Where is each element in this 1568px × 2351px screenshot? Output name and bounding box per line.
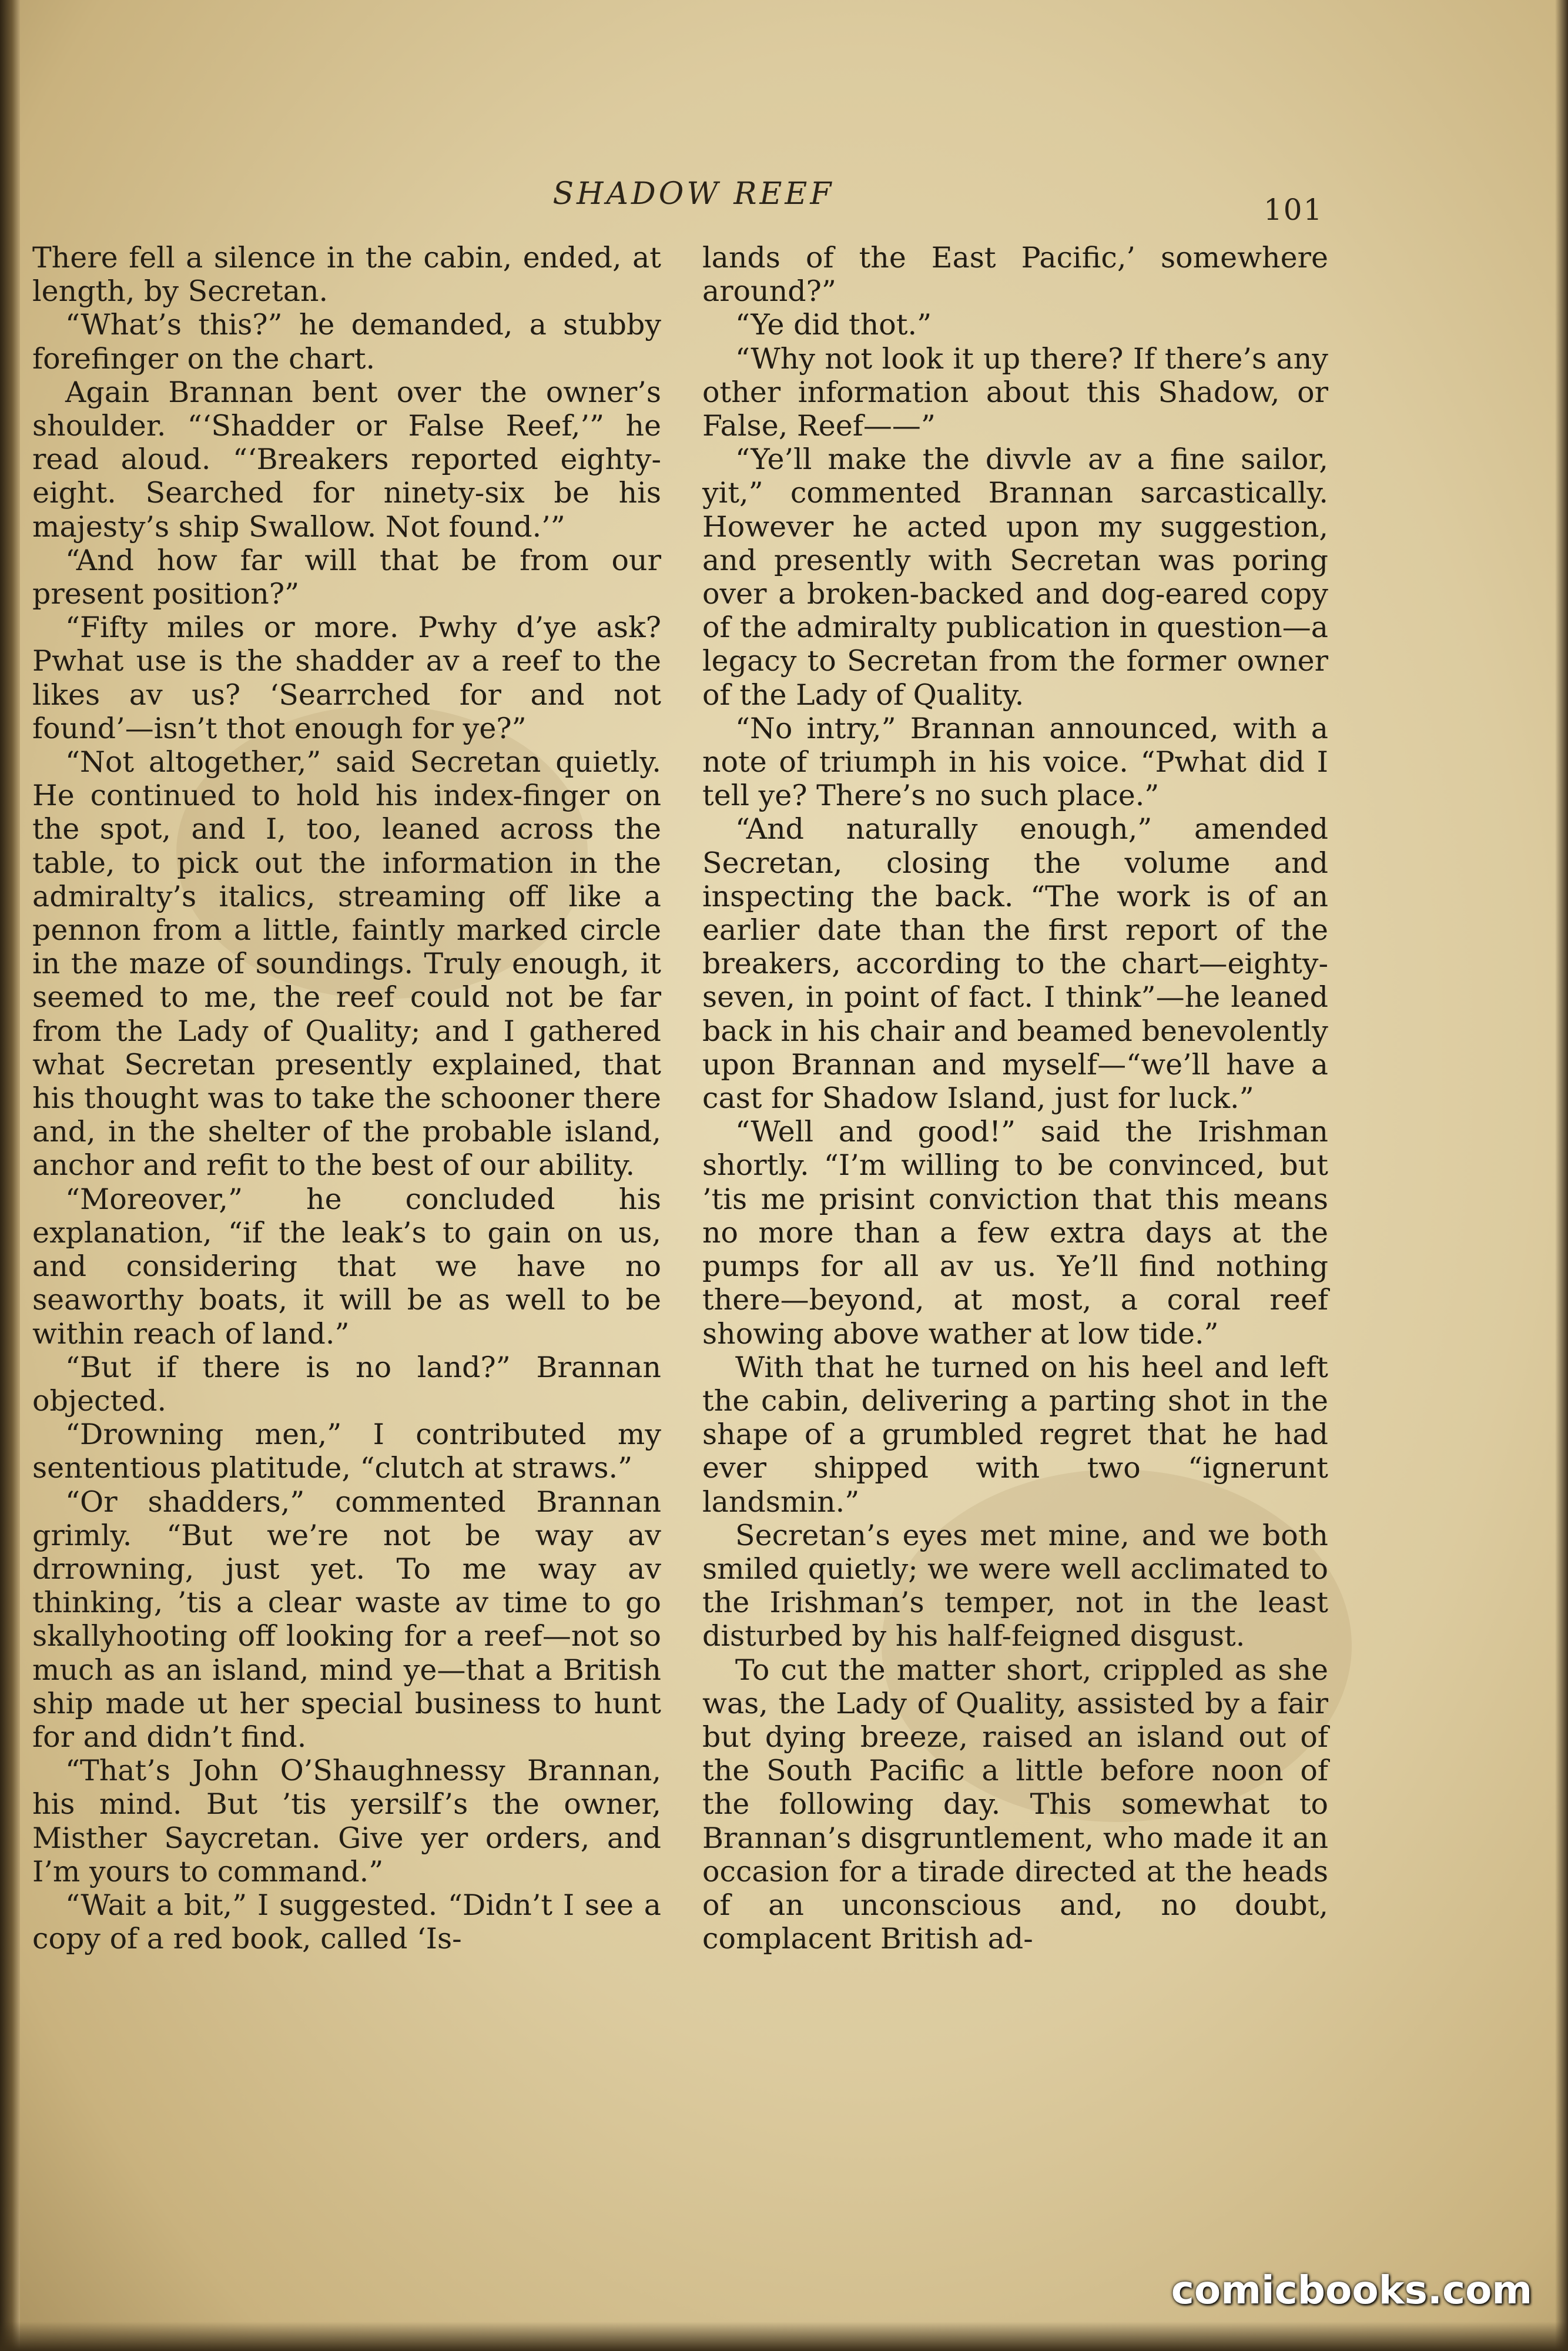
- binding-gutter: [0, 0, 20, 2351]
- paragraph: Secretan’s eyes met mine, and we both smiled quietly; we were well acclimated to the Irishman’s temper, not in the least disturbed by his half-feigned disgust.: [702, 1518, 1328, 1653]
- paragraph: “Why not look it up there? If there’s any other information about this Shadow, or False, Reef——”: [702, 341, 1328, 443]
- paragraph: “Moreover,” he concluded his explanation, “if the leak’s to gain on us, and considering that we have no seaworthy boats, it will be as well to be within reach of land.”: [32, 1182, 661, 1351]
- paragraph: “What’s this?” he demanded, a stubby forefinger on the chart.: [32, 308, 661, 376]
- paragraph: Again Brannan bent over the owner’s shoulder. “‘Shadder or False Reef,’” he read aloud. “‘Breakers reported eighty-eight. Searched for ninety-six be his majesty’s ship Swallow. Not found.’”: [32, 375, 661, 544]
- paragraph: “Not altogether,” said Secretan quietly. He continued to hold his index-finger on the spot, and I, too, leaned across the table, to pick out the information in the admiralty’s italics, streaming off like a pennon from a little, faintly marked circle in the maze of soundings. Truly enough, it seemed to me, the reef could not be far from the Lady of Quality; and I gathered what Secretan presently explained, that his thought was to take the schooner there and, in the shelter of the probable island, anchor and refit to the best of our ability.: [32, 745, 661, 1183]
- running-title: SHADOW REEF: [552, 176, 835, 212]
- paragraph: “But if there is no land?” Brannan objected.: [32, 1350, 661, 1418]
- watermark-text: comicbooks.com: [1171, 2268, 1533, 2313]
- paragraph: With that he turned on his heel and left the cabin, delivering a parting shot in the shape of a grumbled regret that he had ever shipped with two “ignerunt landsmin.”: [702, 1350, 1328, 1519]
- paragraph: “And how far will that be from our present position?”: [32, 543, 661, 611]
- paragraph: lands of the East Pacific,’ somewhere around?”: [702, 241, 1328, 309]
- paragraph: “Drowning men,” I contributed my sententious platitude, “clutch at straws.”: [32, 1418, 661, 1485]
- paragraph: “Well and good!” said the Irishman shortly. “I’m willing to be convinced, but ’tis me prisint conviction that this means no more than a few extra days at the pumps for all av us. Ye’ll find nothing there—beyond, at most, a coral reef showing above wather at low tide.”: [702, 1115, 1328, 1351]
- page-bottom-shadow: [0, 2322, 1568, 2351]
- page-edge-shadow: [1555, 0, 1568, 2351]
- paragraph: There fell a silence in the cabin, ended, at length, by Secretan.: [32, 241, 661, 309]
- paragraph: “Or shadders,” commented Brannan grimly. “But we’re not be way av drrowning, just yet. To me way av thinking, ’tis a clear waste av time to go skallyhooting off looking for a reef—not so much as an island, mind ye—that a British ship made ut her special business to hunt for and didn’t find.: [32, 1485, 661, 1754]
- paragraph: “Wait a bit,” I suggested. “Didn’t I see a copy of a red book, called ‘Is-: [32, 1888, 661, 1956]
- page-number: 101: [1264, 193, 1324, 227]
- left-column: [32, 241, 661, 2122]
- right-column: [702, 241, 1328, 2122]
- paragraph: “Fifty miles or more. Pwhy d’ye ask? Pwhat use is the shadder av a reef to the likes av us? ‘Searrched for and not found’—isn’t thot enough for ye?”: [32, 611, 661, 745]
- paragraph: “Ye did thot.”: [735, 308, 932, 342]
- paragraph: “Ye’ll make the divvle av a fine sailor, yit,” commented Brannan sarcastically. However he acted upon my suggestion, and presently with Secretan was poring over a broken-backed and dog-eared copy of the admiralty publication in question—a legacy to Secretan from the former owner of the Lady of Quality.: [702, 443, 1328, 712]
- paragraph: “No intry,” Brannan announced, with a note of triumph in his voice. “Pwhat did I tell ye? There’s no such place.”: [702, 711, 1328, 813]
- paragraph: To cut the matter short, crippled as she was, the Lady of Quality, assisted by a fair but dying breeze, raised an island out of the South Pacific a little before noon of the following day. This somewhat to Brannan’s disgruntlement, who made it an occasion for a tirade directed at the heads of an unconscious and, no doubt, complacent British ad-: [702, 1653, 1328, 1956]
- paragraph: “That’s John O’Shaughnessy Brannan, his mind. But ’tis yersilf’s the owner, Misther Saycretan. Give yer orders, and I’m yours to command.”: [32, 1754, 661, 1888]
- paragraph: “And naturally enough,” amended Secretan, closing the volume and inspecting the back. “The work is of an earlier date than the first report of the breakers, according to the chart—eighty-seven, in point of fact. I think”—he leaned back in his chair and beamed benevolently upon Brannan and myself—“we’ll have a cast for Shadow Island, just for luck.”: [702, 812, 1328, 1116]
